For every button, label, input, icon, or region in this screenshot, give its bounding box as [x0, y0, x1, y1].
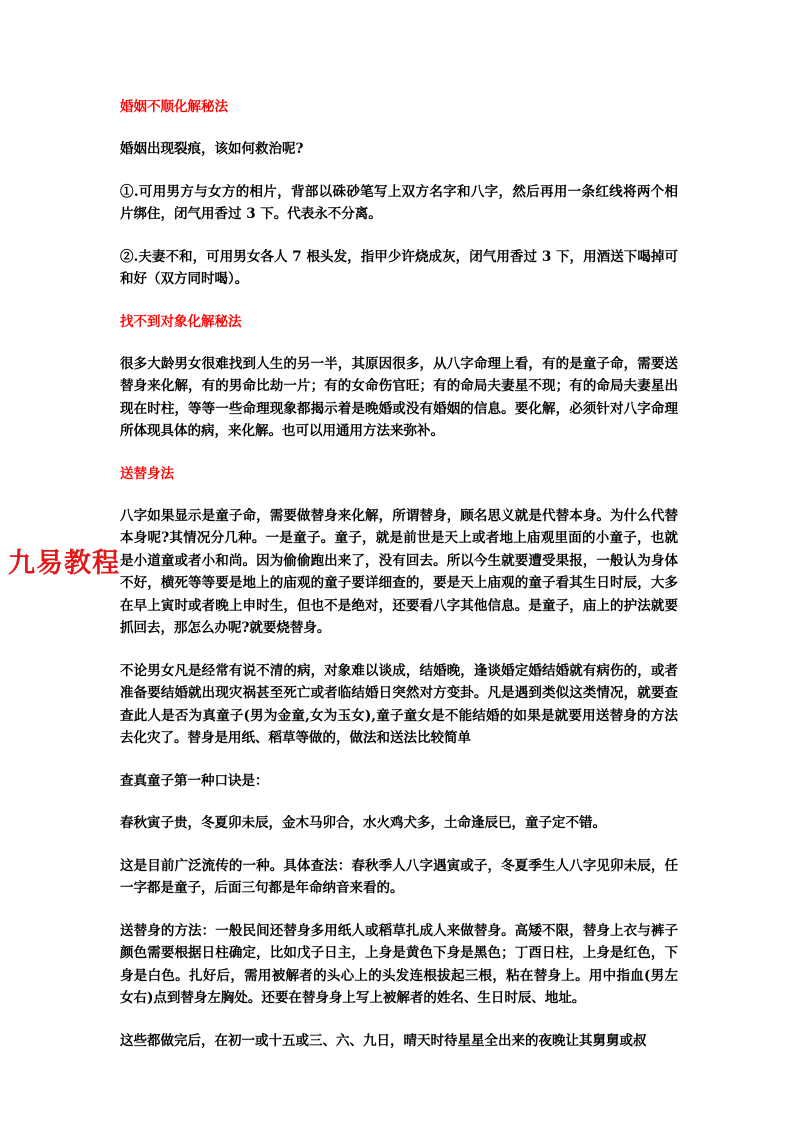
paragraph: 查真童子第一种口诀是： [120, 772, 269, 789]
paragraph: 八字如果显示是童子命，需要做替身来化解，所谓替身，顾名思义就是代替本身。为什么代替本身呢?其情况分几种。一是童子。童子，就是前世是天上或者地上庙观里面的小童子，也就是小道童或者小和尚。因为偷偷跑出来了，没有回去。所以今生就要遭受果报，一般认为身体不好，横死等等要是地上的庙观的童子要详细查的，要是天上庙观的童子看其生日时辰，大多在早上寅时或者晚上申时生，但也不是绝对，还要看八字其他信息。是童子，庙上的护法就要抓回去，那怎么办呢?就要烧替身。 [120, 507, 678, 636]
paragraph: ②.夫妻不和，可用男女各人 7 根头发，指甲少许烧成灰，闭气用香过 3 下，用酒送下喝掉可和好（双方同时喝）。 [120, 248, 678, 287]
paragraph: 这是目前广泛流传的一种。具体查法：春秋季人八字遇寅或子，冬夏季生人八字见卯未辰，任一字都是童子，后面三句都是年命纳音来看的。 [120, 857, 678, 896]
paragraph: 春秋寅子贵，冬夏卯未辰，金木马卯合，水火鸡犬多，土命逢辰巳，童子定不错。 [120, 815, 606, 831]
paragraph: 婚姻出现裂痕，该如何救治呢? [120, 141, 304, 157]
paragraph: 很多大龄男女很难找到人生的另一半，其原因很多，从八字命理上看，有的是童子命，需要送替身来化解，有的男命比劫一片；有的女命伤官旺；有的命局夫妻星不现；有的命局夫妻星出现在时柱，等等一些命理现象都揭示着是晚婚或没有婚姻的信息。要化解，必须针对八字命理所体现具体的病，来化解。也可以用通用方法来弥补。 [120, 355, 678, 439]
paragraph: 不论男女凡是经常有说不清的病，对象难以谈成，结婚晚，逢谈婚定婚结婚就有病伤的，或者准备要结婚就出现灾祸甚至死亡或者临结婚日突然对方变卦。凡是遇到类似这类情况，就要查查此人是否为真童子(男为金童,女为玉女),童子童女是不能结婚的如果是就要用送替身的方法去化灾了。替身是用纸、稻草等做的，做法和送法比较简单 [120, 662, 678, 746]
paragraph: 送替身的方法：一般民间还替身多用纸人或稻草扎成人来做替身。高矮不限，替身上衣与裤子颜色需要根据日柱确定，比如戊子日主，上身是黄色下身是黑色；丁酉日柱，上身是红色，下身是白色。扎好后，需用被解者的头心上的头发连根拔起三根，粘在替身上。用中指血(男左女右)点到替身左胸处。还要在替身身上写上被解者的姓名、生日时辰、地址。 [120, 922, 678, 1006]
paragraph: 这些都做完后，在初一或十五或三、六、九日，晴天时待星星全出来的夜晚让其舅舅或叔 [120, 1032, 647, 1049]
section-heading-partner: 找不到对象化解秘法 [120, 313, 242, 330]
paragraph: ①.可用男方与女方的相片，背部以硃砂笔写上双方名字和八字，然后再用一条红线将两个相片绑住，闭气用香过 3 下。代表永不分离。 [120, 183, 678, 222]
document-page [120, 96, 678, 1072]
section-heading-substitute: 送替身法 [120, 465, 174, 482]
section-heading-marriage: 婚姻不顺化解秘法 [120, 99, 228, 115]
watermark-logo: 九易教程 [8, 548, 120, 579]
